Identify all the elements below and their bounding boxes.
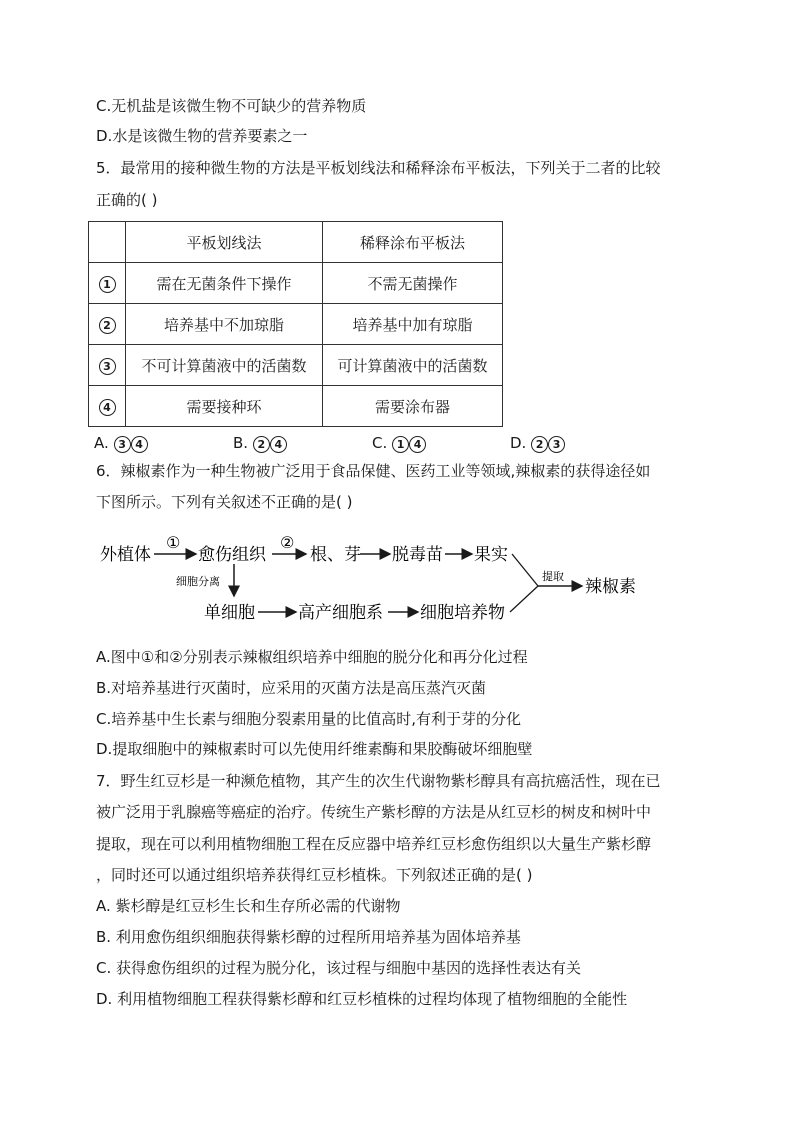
question-7-stem: 7．野生红豆杉是一种濒危植物，其产生的次生代谢物紫杉醇具有高抗癌活性，现在已 [96,772,661,790]
node-fruit: 果实 [474,545,508,565]
table-cell: 可计算菌液中的活菌数 [323,345,503,386]
row-number: 3 [89,345,126,386]
q5-option-d: D. 2 3 [510,433,565,453]
table-cell: 不可计算菌液中的活菌数 [126,345,323,386]
step-2-label: ② [280,533,295,552]
comparison-table [88,221,503,427]
option-c-previous: C.无机盐是该微生物不可缺少的营养物质 [96,97,367,115]
node-explant: 外植体 [100,545,151,565]
table-row [89,386,503,427]
node-callus: 愈伤组织 [198,545,266,565]
q6-option-b: B.对培养基进行灭菌时，应采用的灭菌方法是高压蒸汽灭菌 [96,679,487,697]
q6-option-d: D.提取细胞中的辣椒素时可以先使用纤维素酶和果胶酶破坏细胞壁 [96,740,533,758]
q5-option-c: C. 1 4 [372,433,426,453]
question-7-stem-cont-2: 提取，现在可以利用植物细胞工程在反应器中培养红豆杉愈伤组织以大量生产紫杉醇 [96,835,652,853]
table-cell: 不需无菌操作 [323,263,503,304]
q5-option-b: B. 2 4 [233,433,287,453]
table-cell: 需要接种环 [126,386,323,427]
capsaicin-flow-diagram [100,530,660,630]
question-5-stem-cont: 正确的( ) [96,191,158,209]
q5-option-a: A. 3 4 [94,433,148,453]
table-row [89,263,503,304]
step-1-label: ① [166,533,181,552]
q7-option-d: D. 利用植物细胞工程获得紫杉醇和红豆杉植株的过程均体现了植物细胞的全能性 [96,990,628,1008]
question-7-stem-cont-1: 被广泛用于乳腺癌等癌症的治疗。传统生产紫杉醇的方法是从红豆杉的树皮和树叶中 [96,803,652,821]
merge-line-bottom [510,586,538,612]
table-row [89,304,503,345]
table-header-streak: 平板划线法 [126,222,323,263]
question-6-stem: 6．辣椒素作为一种生物被广泛用于食品保健、医药工业等领域,辣椒素的获得途径如 [96,462,651,480]
node-single-cell: 单细胞 [204,603,255,623]
row-number: 2 [89,304,126,345]
question-7-stem-cont-3: ，同时还可以通过组织培养获得红豆杉植株。下列叙述正确的是( ) [96,866,533,884]
extract-label: 提取 [542,570,564,583]
node-capsaicin: 辣椒素 [585,577,636,597]
node-root-bud: 根、芽 [310,545,361,565]
table-cell: 需在无菌条件下操作 [126,263,323,304]
merge-line-top [512,554,538,586]
option-d-previous: D.水是该微生物的营养要素之一 [96,127,308,145]
node-virus-free: 脱毒苗 [392,545,443,565]
table-header-blank [89,222,126,263]
node-high-yield: 高产细胞系 [298,603,383,623]
node-culture: 细胞培养物 [420,603,505,623]
table-cell: 培养基中不加琼脂 [126,304,323,345]
separation-label: 细胞分离 [176,575,220,588]
question-5-stem: 5．最常用的接种微生物的方法是平板划线法和稀释涂布平板法，下列关于二者的比较 [96,159,661,177]
table-header-row [89,222,503,263]
table-cell: 培养基中加有琼脂 [323,304,503,345]
table-cell: 需要涂布器 [323,386,503,427]
q7-option-a: A. 紫杉醇是红豆杉生长和生存所必需的代谢物 [96,897,401,915]
q7-option-b: B. 利用愈伤组织细胞获得紫杉醇的过程所用培养基为固体培养基 [96,928,521,946]
row-number: 1 [89,263,126,304]
question-6-stem-cont: 下图所示。下列有关叙述不正确的是( ) [96,493,353,511]
q6-option-a: A.图中①和②分别表示辣椒组织培养中细胞的脱分化和再分化过程 [96,648,528,666]
table-row [89,345,503,386]
q6-option-c: C.培养基中生长素与细胞分裂素用量的比值高时,有利于芽的分化 [96,710,522,728]
q7-option-c: C. 获得愈伤组织的过程为脱分化，该过程与细胞中基因的选择性表达有关 [96,959,582,977]
row-number: 4 [89,386,126,427]
table-header-spread: 稀释涂布平板法 [323,222,503,263]
